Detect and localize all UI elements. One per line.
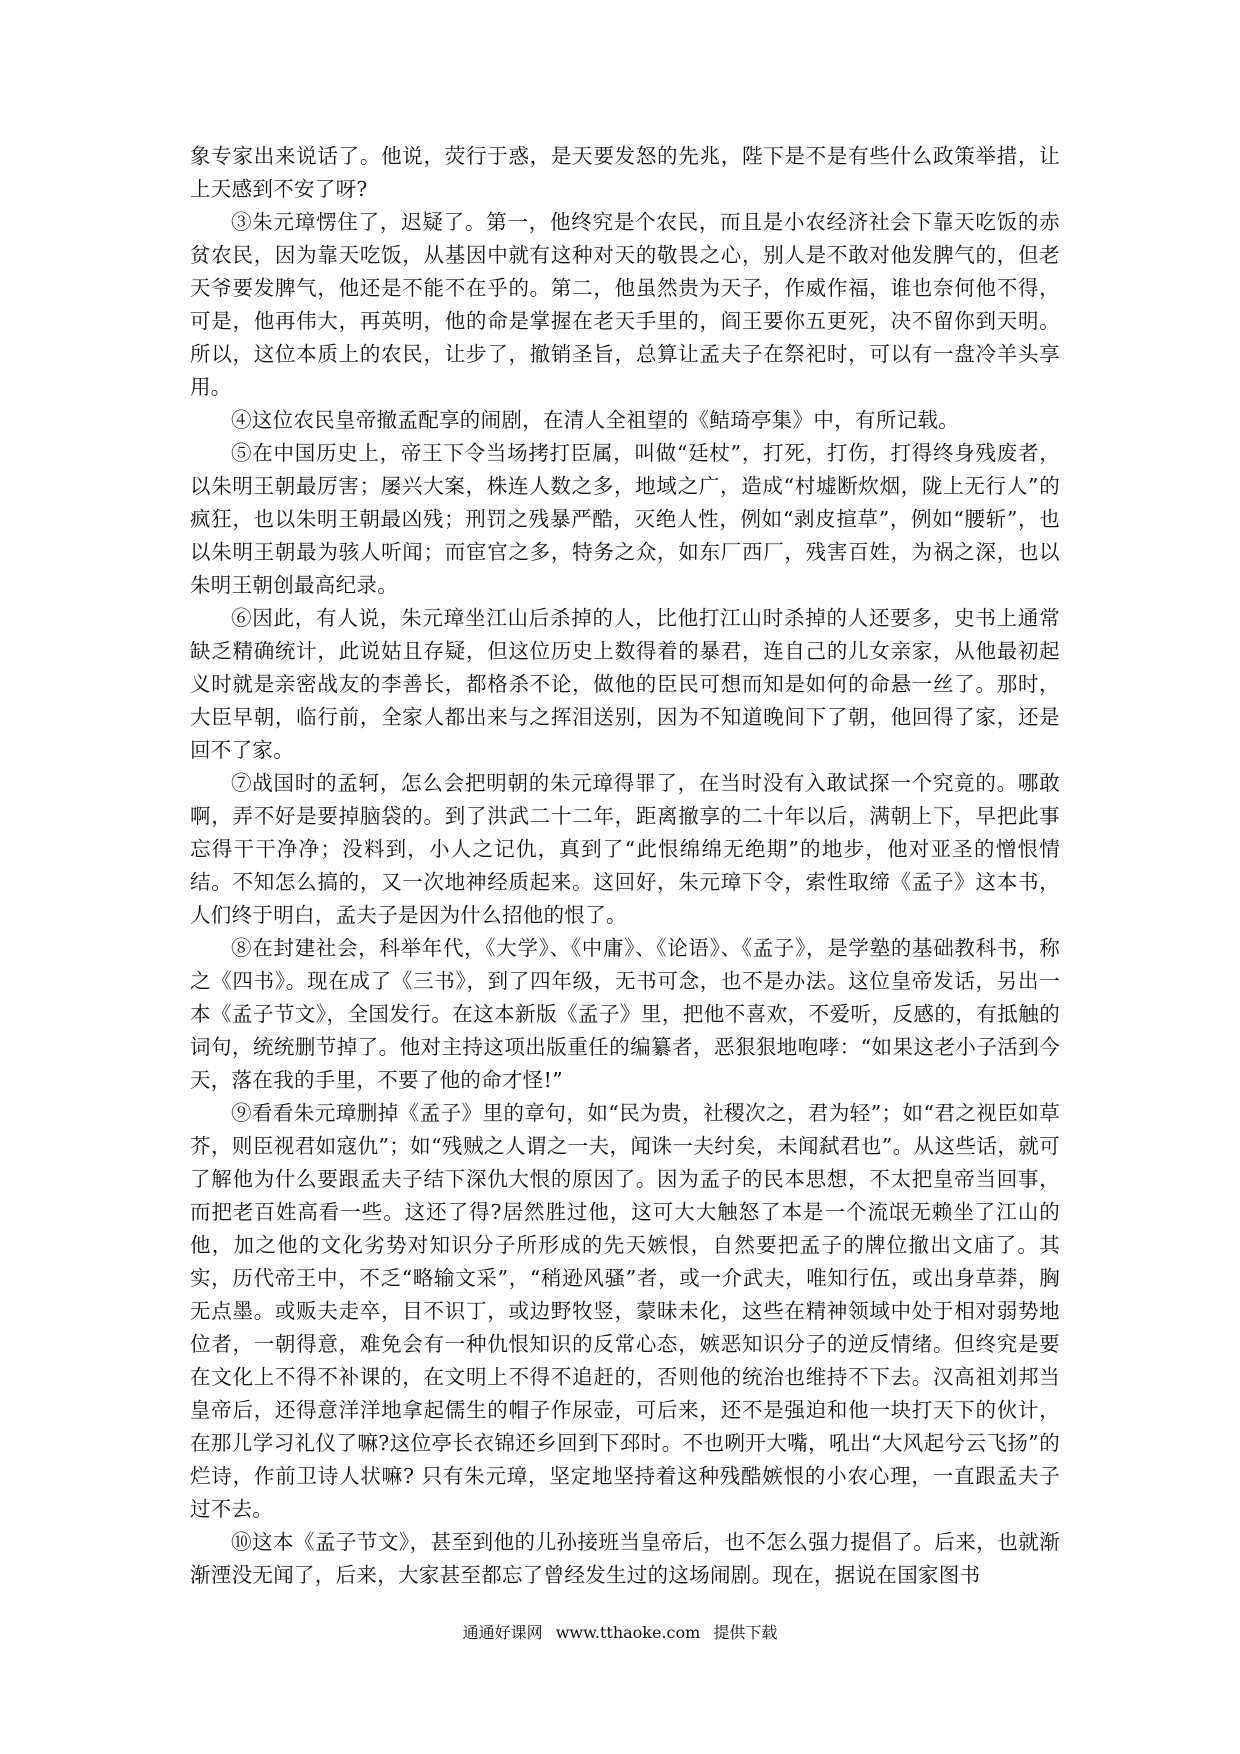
footer-site-name: 通通好课网	[462, 1623, 543, 1642]
paragraph-5: ⑤在中国历史上，帝王下令当场拷打臣属，叫做“廷杖”，打死，打伤，打得终身残废者，以朱明王朝最厉害；屡兴大案，株连人数之多，地域之广，造成“村墟断炊烟，陇上无行人”的疯狂，也以朱明王朝最凶残；刑罚之残暴严酷，灭绝人性，例如“剥皮揎草”，例如“腰斩”，也以朱明王朝最为骇人听闻；而宦官之多，特务之众，如东厂西厂，残害百姓，为祸之深，也以朱明王朝创最高纪录。	[190, 441, 1060, 597]
paragraph-4: ④这位农民皇帝撤孟配享的闹剧，在清人全祖望的《鲒琦亭集》中，有所记载。	[231, 408, 959, 432]
page-footer	[0, 1620, 1240, 1643]
paragraph-3: ③朱元璋愣住了，迟疑了。第一，他终究是个农民，而且是小农经济社会下靠天吃饭的赤贫农民，因为靠天吃饭，从基因中就有这种对天的敬畏之心，别人是不敢对他发脾气的，但老天爷要发脾气，他还是不能不在乎的。第二，他虽然贵为天子，作威作福，谁也奈何他不得，可是，他再伟大，再英明，他的命是掌握在老天手里的，阎王要你五更死，决不留你到天明。所以，这位本质上的农民，让步了，撤销圣旨，总算让孟夫子在祭祀时，可以有一盘冷羊头享用。	[190, 210, 1060, 399]
footer-suffix: 提供下载	[713, 1623, 778, 1642]
paragraph-9: ⑨看看朱元璋删掉《孟子》里的章句，如“民为贵，社稷次之，君为轻”；如“君之视臣如草芥，则臣视君如寇仇”；如“残贼之人谓之一夫，闻诛一夫纣矣，未闻弑君也”。从这些话，就可了解他为什么要跟孟夫子结下深仇大恨的原因了。因为孟子的民本思想，不太把皇帝当回事，而把老百姓高看一些。这还了得?居然胜过他，这可大大触怒了本是一个流氓无赖坐了江山的他，加之他的文化劣势对知识分子所形成的先天嫉恨，自然要把孟子的牌位撤出文庙了。其实，历代帝王中，不乏“略输文采”，“稍逊风骚”者，或一介武夫，唯知行伍，或出身草莽，胸无点墨。或贩夫走卒，目不识丁，或边野牧竖，蒙昧未化，这些在精神领域中处于相对弱势地位者，一朝得意，难免会有一种仇恨知识的反常心态，嫉恶知识分子的逆反情绪。但终究是要在文化上不得不补课的，在文明上不得不追赶的，否则他的统治也维持不下去。汉高祖刘邦当皇帝后，还得意洋洋地拿起儒生的帽子作尿壶，可后来，还不是强迫和他一块打天下的伙计，在那儿学习礼仪了嘛?这位亭长衣锦还乡回到下邳时。不也咧开大嘴，吼出“大风起兮云飞扬”的烂诗，作前卫诗人状嘛? 只有朱元璋，坚定地坚持着这种残酷嫉恨的小农心理，一直跟孟夫子过不去。	[190, 1101, 1060, 1521]
document-body	[190, 140, 1060, 1592]
paragraph-continuation: 象专家出来说话了。他说，荧行于惑，是天要发怒的先兆，陛下是不是有些什么政策举措，让上天感到不安了呀?	[190, 144, 1060, 201]
paragraph-6: ⑥因此，有人说，朱元璋坐江山后杀掉的人，比他打江山时杀掉的人还要多，史书上通常缺乏精确统计，此说姑且存疑，但这位历史上数得着的暴君，连自己的儿女亲家，从他最初起义时就是亲密战友的李善长，都格杀不论，做他的臣民可想而知是如何的命悬一丝了。那时，大臣早朝，临行前，全家人都出来与之挥泪送别，因为不知道晚间下了朝，他回得了家，还是回不了家。	[190, 606, 1060, 762]
paragraph-7: ⑦战国时的孟轲，怎么会把明朝的朱元璋得罪了，在当时没有入敢试探一个究竟的。哪敢啊，弄不好是要掉脑袋的。到了洪武二十二年，距离撤享的二十年以后，满朝上下，早把此事忘得干干净净；没料到，小人之记仇，真到了“此恨绵绵无绝期”的地步，他对亚圣的憎恨情结。不知怎么搞的，又一次地神经质起来。这回好，朱元璋下令，索性取缔《孟子》这本书，人们终于明白，孟夫子是因为什么招他的恨了。	[190, 771, 1060, 927]
paragraph-8: ⑧在封建社会，科举年代，《大学》、《中庸》、《论语》、《孟子》，是学塾的基础教科书，称之《四书》。现在成了《三书》，到了四年级，无书可念，也不是办法。这位皇帝发话，另出一本《孟子节文》，全国发行。在这本新版《孟子》里，把他不喜欢，不爱听，反感的，有抵触的词句，统统删节掉了。他对主持这项出版重任的编纂者，恶狠狠地咆哮：“如果这老小子活到今天，落在我的手里，不要了他的命才怪!”	[190, 936, 1060, 1092]
paragraph-10: ⑩这本《孟子节文》，甚至到他的儿孙接班当皇帝后，也不怎么强力提倡了。后来，也就渐渐湮没无闻了，后来，大家甚至都忘了曾经发生过的这场闹剧。现在，据说在国家图书	[190, 1530, 1060, 1587]
footer-url: www.tthaoke.com	[555, 1623, 701, 1642]
